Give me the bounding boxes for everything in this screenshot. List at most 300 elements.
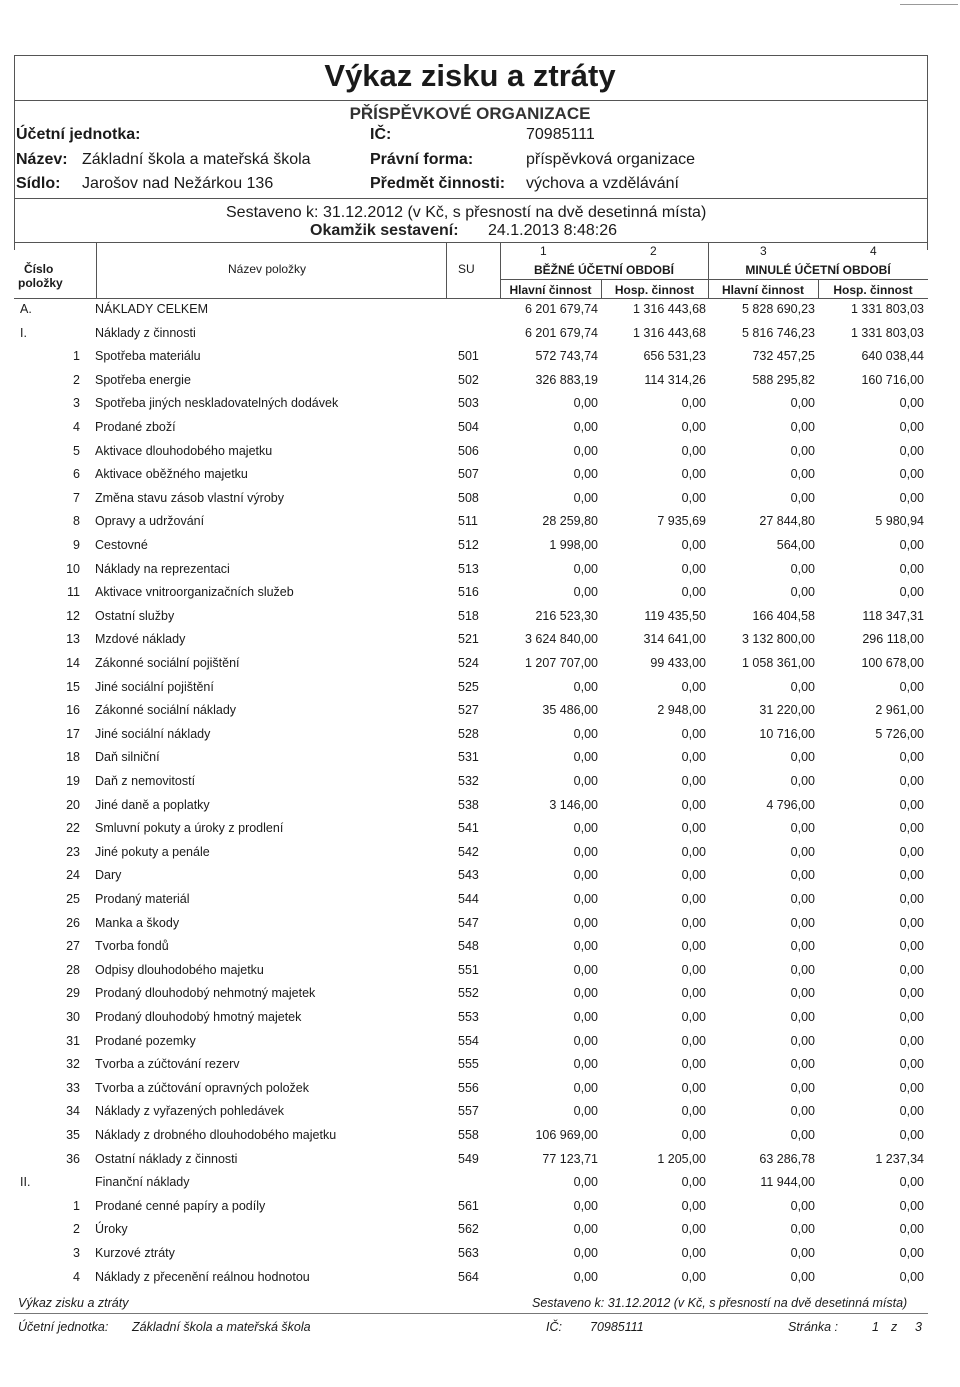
row-bezne-hlavni: 0,00 — [573, 1175, 598, 1190]
table-row — [0, 326, 940, 349]
row-bezne-hlavni: 0,00 — [573, 561, 598, 576]
row-bezne-hosp: 0,00 — [681, 1080, 706, 1095]
row-su: 551 — [458, 962, 479, 977]
table-row — [0, 491, 940, 514]
sidlo-value: Jarošov nad Nežárkou 136 — [82, 175, 274, 192]
row-su: 562 — [458, 1222, 479, 1237]
row-name: Náklady na reprezentaci — [95, 561, 230, 576]
row-bezne-hosp: 0,00 — [681, 1033, 706, 1048]
row-name: Tvorba a zúčtování rezerv — [95, 1057, 240, 1072]
row-minule-hosp: 2 961,00 — [875, 703, 924, 718]
row-name: Náklady z přecenění reálnou hodnotou — [95, 1269, 310, 1284]
row-bezne-hosp: 0,00 — [681, 1246, 706, 1260]
row-bezne-hlavni: 0,00 — [573, 1080, 598, 1095]
footer-line — [14, 1313, 928, 1314]
row-name: Jiné sociální náklady — [95, 726, 211, 741]
row-bezne-hlavni: 0,00 — [573, 1269, 598, 1284]
row-bezne-hlavni: 3 624 840,00 — [525, 632, 598, 647]
sestaveno-text: Sestaveno k: 31.12.2012 (v Kč, s přesností na dvě desetinná místa) — [226, 204, 707, 221]
row-su: 503 — [458, 396, 479, 411]
header-sep-2 — [446, 242, 447, 298]
row-bezne-hosp: 0,00 — [681, 443, 706, 458]
row-minule-hlavni: 0,00 — [790, 1080, 815, 1095]
row-minule-hosp: 0,00 — [899, 561, 924, 576]
row-number: 18 — [66, 750, 80, 765]
sidlo-label: Sídlo: — [16, 175, 61, 192]
row-name: Úroky — [95, 1222, 128, 1237]
row-number: 11 — [67, 585, 80, 600]
row-section-code: I. — [20, 325, 27, 340]
row-name: Finanční náklady — [95, 1175, 190, 1190]
row-number: 9 — [73, 538, 80, 552]
row-minule-hosp: 296 118,00 — [862, 632, 924, 647]
row-bezne-hlavni: 1 207 707,00 — [525, 656, 598, 670]
table-row — [0, 1104, 940, 1127]
okamzik-label: Okamžik sestavení: — [310, 222, 459, 239]
row-number: 32 — [66, 1057, 80, 1072]
row-number: 24 — [66, 868, 80, 883]
row-bezne-hlavni: 0,00 — [573, 726, 598, 741]
row-minule-hlavni: 0,00 — [790, 585, 815, 600]
row-number: 3 — [73, 1246, 80, 1260]
row-minule-hlavni: 732 457,25 — [752, 349, 815, 364]
row-su: 555 — [458, 1057, 479, 1072]
row-minule-hlavni: 0,00 — [790, 774, 815, 788]
row-number: 16 — [66, 703, 80, 718]
row-bezne-hosp: 0,00 — [681, 750, 706, 765]
row-minule-hosp: 0,00 — [899, 679, 924, 694]
header-polozky: položky — [18, 276, 63, 290]
row-name: Dary — [95, 868, 122, 883]
row-su: 563 — [458, 1246, 479, 1260]
table-row — [0, 538, 940, 561]
row-name: Tvorba a zúčtování opravných položek — [95, 1080, 310, 1095]
row-bezne-hosp: 0,00 — [681, 774, 706, 788]
table-row — [0, 845, 940, 868]
table-row — [0, 916, 940, 939]
row-su: 508 — [458, 490, 479, 505]
row-name: Odpisy dlouhodobého majetku — [95, 962, 264, 977]
row-bezne-hosp: 7 935,69 — [657, 514, 706, 529]
row-bezne-hlavni: 0,00 — [573, 1246, 598, 1260]
row-minule-hosp: 0,00 — [899, 750, 924, 765]
row-bezne-hlavni: 0,00 — [573, 1222, 598, 1237]
row-bezne-hlavni: 0,00 — [573, 490, 598, 505]
row-minule-hosp: 0,00 — [899, 467, 924, 482]
row-bezne-hlavni: 0,00 — [573, 939, 598, 954]
row-bezne-hlavni: 1 998,00 — [549, 538, 598, 552]
row-bezne-hosp: 0,00 — [681, 1269, 706, 1284]
table-row — [0, 1057, 940, 1080]
row-number: 12 — [66, 608, 80, 623]
row-bezne-hlavni: 0,00 — [573, 1010, 598, 1024]
row-minule-hlavni: 0,00 — [790, 892, 815, 906]
row-minule-hlavni: 63 286,78 — [759, 1151, 815, 1166]
footer-ic-value: 70985111 — [590, 1320, 644, 1334]
row-number: 2 — [73, 1222, 80, 1237]
table-row — [0, 609, 940, 632]
table-row — [0, 1010, 940, 1033]
header-minule: MINULÉ ÚČETNÍ OBDOBÍ — [745, 263, 891, 277]
row-name: Jiné sociální pojištění — [95, 679, 214, 694]
ic-label: IČ: — [370, 126, 392, 143]
row-name: Kurzové ztráty — [95, 1246, 175, 1260]
table-row — [0, 868, 940, 891]
row-bezne-hlavni: 0,00 — [573, 1104, 598, 1119]
row-minule-hosp: 5 980,94 — [875, 514, 924, 529]
row-number: 33 — [66, 1080, 80, 1095]
row-name: Ostatní náklady z činnosti — [95, 1151, 238, 1166]
row-number: 28 — [66, 962, 80, 977]
row-section-code: A. — [20, 302, 32, 316]
row-number: 31 — [66, 1033, 80, 1048]
row-minule-hosp: 0,00 — [899, 1246, 924, 1260]
ic-value: 70985111 — [526, 126, 595, 143]
row-name: Jiné pokuty a penále — [95, 844, 210, 859]
row-bezne-hlavni: 0,00 — [573, 962, 598, 977]
row-bezne-hlavni: 35 486,00 — [542, 703, 598, 718]
row-bezne-hlavni: 0,00 — [573, 892, 598, 906]
row-minule-hosp: 0,00 — [899, 1010, 924, 1024]
table-row — [0, 632, 940, 655]
row-bezne-hlavni: 6 201 679,74 — [525, 302, 598, 316]
row-number: 6 — [73, 467, 80, 482]
row-minule-hosp: 0,00 — [899, 892, 924, 906]
row-su: 542 — [458, 844, 479, 859]
row-name: Prodaný materiál — [95, 892, 190, 906]
row-bezne-hosp: 0,00 — [681, 1057, 706, 1072]
row-minule-hosp: 0,00 — [899, 986, 924, 1001]
info-divider — [14, 198, 928, 199]
row-bezne-hosp: 114 314,26 — [644, 372, 706, 387]
row-bezne-hosp: 0,00 — [681, 1175, 706, 1190]
row-minule-hosp: 100 678,00 — [861, 656, 924, 670]
row-number: 27 — [66, 939, 80, 954]
row-number: 23 — [66, 844, 80, 859]
header-su: SU — [458, 262, 475, 276]
row-bezne-hlavni: 0,00 — [573, 585, 598, 600]
okamzik-value: 24.1.2013 8:48:26 — [488, 222, 618, 239]
row-bezne-hlavni: 28 259,80 — [542, 514, 598, 529]
table-row — [0, 1270, 940, 1293]
row-number: 26 — [66, 915, 80, 930]
row-number: 36 — [66, 1151, 80, 1166]
table-row — [0, 656, 940, 679]
row-minule-hlavni: 27 844,80 — [759, 514, 815, 529]
table-row — [0, 963, 940, 986]
row-number: 22 — [66, 821, 80, 836]
footer-page-total: 3 — [915, 1320, 922, 1334]
row-minule-hlavni: 11 944,00 — [760, 1175, 815, 1190]
row-number: 8 — [73, 514, 80, 529]
table-row — [0, 774, 940, 797]
row-name: Manka a škody — [95, 915, 180, 930]
row-name: NÁKLADY CELKEM — [95, 302, 209, 316]
row-bezne-hlavni: 0,00 — [573, 1057, 598, 1072]
row-bezne-hosp: 0,00 — [681, 396, 706, 411]
row-su: 548 — [458, 939, 479, 954]
predmet-label: Předmět činnosti: — [370, 175, 506, 192]
row-minule-hlavni: 5 816 746,23 — [742, 325, 815, 340]
row-name: Smluvní pokuty a úroky z prodlení — [95, 821, 284, 836]
row-minule-hlavni: 0,00 — [790, 868, 815, 883]
row-su: 561 — [458, 1198, 479, 1213]
table-row — [0, 1034, 940, 1057]
ucetni-jednotka-label: Účetní jednotka: — [16, 126, 141, 143]
row-bezne-hosp: 119 435,50 — [644, 608, 706, 623]
row-su: 507 — [458, 467, 479, 482]
row-bezne-hlavni: 106 969,00 — [535, 1128, 598, 1142]
table-row — [0, 892, 940, 915]
row-name: Daň z nemovitostí — [95, 774, 196, 788]
row-minule-hlavni: 0,00 — [790, 821, 815, 836]
row-bezne-hosp: 0,00 — [681, 420, 706, 434]
row-bezne-hosp: 0,00 — [681, 892, 706, 906]
row-bezne-hlavni: 6 201 679,74 — [525, 325, 598, 340]
row-minule-hosp: 1 331 803,03 — [851, 325, 924, 340]
header-hlavni-1: Hlavní činnost — [509, 283, 592, 297]
row-name: Aktivace vnitroorganizačních služeb — [95, 585, 294, 600]
row-number: 19 — [66, 774, 80, 788]
row-bezne-hlavni: 0,00 — [573, 467, 598, 482]
row-minule-hosp: 160 716,00 — [861, 372, 924, 387]
row-bezne-hosp: 0,00 — [681, 962, 706, 977]
row-bezne-hosp: 1 316 443,68 — [633, 325, 706, 340]
row-su: 553 — [458, 1010, 479, 1024]
row-minule-hlavni: 0,00 — [790, 750, 815, 765]
row-minule-hosp: 0,00 — [899, 774, 924, 788]
row-minule-hlavni: 564,00 — [776, 538, 815, 552]
row-minule-hosp: 0,00 — [899, 821, 924, 836]
row-minule-hosp: 0,00 — [899, 1269, 924, 1284]
table-row — [0, 750, 940, 773]
row-minule-hosp: 1 237,34 — [875, 1151, 924, 1166]
row-minule-hlavni: 0,00 — [790, 467, 815, 482]
row-minule-hosp: 0,00 — [899, 1080, 924, 1095]
row-bezne-hosp: 0,00 — [681, 490, 706, 505]
row-bezne-hosp: 0,00 — [681, 561, 706, 576]
row-number: 13 — [66, 632, 80, 647]
row-name: Náklady z činnosti — [95, 325, 196, 340]
row-su: 552 — [458, 986, 479, 1001]
row-number: 34 — [66, 1104, 80, 1119]
row-minule-hlavni: 0,00 — [790, 561, 815, 576]
table-row — [0, 349, 940, 372]
table-row — [0, 1081, 940, 1104]
row-minule-hlavni: 0,00 — [790, 986, 815, 1001]
row-name: Opravy a udržování — [95, 514, 205, 529]
row-minule-hosp: 0,00 — [899, 844, 924, 859]
table-row — [0, 1246, 940, 1269]
row-name: Náklady z vyřazených pohledávek — [95, 1104, 284, 1119]
row-minule-hosp: 0,00 — [899, 1128, 924, 1142]
row-su: 538 — [458, 797, 479, 812]
header-sep-1 — [96, 242, 97, 298]
row-su: 506 — [458, 443, 479, 458]
row-name: Tvorba fondů — [95, 939, 169, 954]
row-name: Prodané pozemky — [95, 1033, 196, 1048]
row-minule-hosp: 0,00 — [899, 1033, 924, 1048]
footer-page-label: Stránka : — [788, 1320, 839, 1334]
row-minule-hlavni: 0,00 — [790, 1222, 815, 1237]
table-row — [0, 396, 940, 419]
row-minule-hlavni: 0,00 — [790, 1104, 815, 1119]
row-su: 544 — [458, 892, 479, 906]
row-minule-hosp: 0,00 — [899, 1057, 924, 1072]
nazev-label: Název: — [16, 151, 68, 168]
footer-page-current: 1 — [872, 1320, 879, 1334]
row-name: Mzdové náklady — [95, 632, 186, 647]
table-header-bottom — [14, 298, 928, 299]
row-su: 528 — [458, 726, 479, 741]
scan-mark — [900, 4, 958, 5]
row-minule-hosp: 1 331 803,03 — [851, 302, 924, 316]
row-bezne-hosp: 0,00 — [681, 939, 706, 954]
row-minule-hlavni: 0,00 — [790, 915, 815, 930]
pravni-forma-value: příspěvková organizace — [526, 151, 695, 168]
row-number: 35 — [66, 1128, 80, 1142]
col-num-1: 1 — [540, 244, 547, 258]
row-name: Ostatní služby — [95, 608, 175, 623]
row-minule-hlavni: 0,00 — [790, 1010, 815, 1024]
row-number: 14 — [66, 656, 80, 670]
row-name: Prodaný dlouhodobý nehmotný majetek — [95, 986, 316, 1001]
row-minule-hlavni: 3 132 800,00 — [742, 632, 815, 647]
row-minule-hlavni: 1 058 361,00 — [742, 656, 815, 670]
row-minule-hlavni: 0,00 — [790, 490, 815, 505]
row-bezne-hosp: 656 531,23 — [643, 349, 706, 364]
row-bezne-hlavni: 0,00 — [573, 396, 598, 411]
row-bezne-hosp: 0,00 — [681, 821, 706, 836]
col-num-2: 2 — [650, 244, 657, 258]
row-bezne-hosp: 0,00 — [681, 986, 706, 1001]
row-bezne-hlavni: 0,00 — [573, 915, 598, 930]
row-minule-hosp: 0,00 — [899, 1104, 924, 1119]
row-bezne-hlavni: 0,00 — [573, 1198, 598, 1213]
predmet-value: výchova a vzdělávání — [526, 175, 679, 192]
row-su: 516 — [458, 585, 479, 600]
row-bezne-hosp: 0,00 — [681, 726, 706, 741]
row-section-code: II. — [20, 1175, 31, 1190]
row-minule-hlavni: 166 404,58 — [752, 608, 815, 623]
table-row — [0, 680, 940, 703]
row-minule-hlavni: 0,00 — [790, 939, 815, 954]
col-num-3: 3 — [760, 244, 767, 258]
col-num-4: 4 — [870, 244, 877, 258]
row-minule-hlavni: 0,00 — [790, 962, 815, 977]
nazev-value: Základní škola a mateřská škola — [82, 151, 311, 168]
row-su: 512 — [458, 538, 479, 552]
table-row — [0, 302, 940, 325]
table-row — [0, 444, 940, 467]
row-name: Jiné daně a poplatky — [95, 797, 210, 812]
table-row — [0, 727, 940, 750]
row-bezne-hosp: 314 641,00 — [643, 632, 706, 647]
row-name: Cestovné — [95, 538, 148, 552]
row-minule-hlavni: 0,00 — [790, 679, 815, 694]
table-row — [0, 703, 940, 726]
table-row — [0, 467, 940, 490]
row-minule-hosp: 0,00 — [899, 1222, 924, 1237]
row-minule-hlavni: 0,00 — [790, 1033, 815, 1048]
row-minule-hlavni: 0,00 — [790, 1057, 815, 1072]
row-bezne-hlavni: 0,00 — [573, 750, 598, 765]
row-number: 17 — [66, 726, 80, 741]
row-su: 531 — [458, 750, 479, 765]
header-bezne: BĚŽNÉ ÚČETNÍ OBDOBÍ — [533, 263, 674, 277]
row-bezne-hosp: 2 948,00 — [657, 703, 706, 718]
footer-unit-value: Základní škola a mateřská škola — [132, 1320, 311, 1334]
row-su: 525 — [458, 679, 479, 694]
row-bezne-hosp: 99 433,00 — [650, 656, 706, 670]
row-minule-hlavni: 0,00 — [790, 420, 815, 434]
row-name: Spotřeba jiných neskladovatelných dodávek — [95, 396, 339, 411]
table-row — [0, 585, 940, 608]
row-bezne-hosp: 0,00 — [681, 467, 706, 482]
row-bezne-hosp: 0,00 — [681, 915, 706, 930]
header-nazev-polozky: Název položky — [228, 262, 307, 276]
row-minule-hlavni: 0,00 — [790, 396, 815, 411]
table-row — [0, 1199, 940, 1222]
table-row — [0, 1222, 940, 1245]
row-number: 1 — [73, 1198, 80, 1213]
row-bezne-hosp: 0,00 — [681, 844, 706, 859]
row-minule-hosp: 0,00 — [899, 396, 924, 411]
row-number: 25 — [66, 892, 80, 906]
row-su: 524 — [458, 656, 479, 670]
row-minule-hlavni: 5 828 690,23 — [742, 302, 815, 316]
row-minule-hlavni: 0,00 — [790, 1246, 815, 1260]
table-row — [0, 420, 940, 443]
row-number: 1 — [73, 349, 80, 364]
row-number: 20 — [66, 797, 80, 812]
row-minule-hlavni: 10 716,00 — [759, 726, 815, 741]
row-minule-hlavni: 4 796,00 — [766, 797, 815, 812]
row-su: 521 — [458, 632, 479, 647]
row-number: 4 — [73, 1269, 80, 1284]
row-su: 543 — [458, 868, 479, 883]
row-minule-hlavni: 588 295,82 — [752, 372, 815, 387]
row-bezne-hosp: 0,00 — [681, 1104, 706, 1119]
row-su: 564 — [458, 1269, 479, 1284]
top-border — [14, 55, 928, 56]
row-minule-hosp: 0,00 — [899, 585, 924, 600]
row-bezne-hosp: 0,00 — [681, 797, 706, 812]
row-name: Spotřeba energie — [95, 372, 191, 387]
row-bezne-hosp: 1 316 443,68 — [633, 302, 706, 316]
row-su: 513 — [458, 561, 479, 576]
row-number: 7 — [73, 490, 80, 505]
row-bezne-hlavni: 0,00 — [573, 844, 598, 859]
footer-unit-label: Účetní jednotka: — [18, 1320, 109, 1334]
row-bezne-hlavni: 77 123,71 — [542, 1151, 598, 1166]
row-number: 2 — [73, 372, 80, 387]
row-su: 549 — [458, 1151, 479, 1166]
row-name: Aktivace oběžného majetku — [95, 467, 248, 482]
row-bezne-hosp: 0,00 — [681, 868, 706, 883]
row-su: 554 — [458, 1033, 479, 1048]
row-number: 30 — [66, 1010, 80, 1024]
row-bezne-hosp: 0,00 — [681, 1010, 706, 1024]
footer-report-name: Výkaz zisku a ztráty — [18, 1296, 129, 1310]
row-minule-hosp: 0,00 — [899, 939, 924, 954]
row-su: 527 — [458, 703, 479, 718]
row-minule-hosp: 0,00 — [899, 797, 924, 812]
table-row — [0, 939, 940, 962]
table-row — [0, 1128, 940, 1151]
row-number: 5 — [73, 443, 80, 458]
row-name: Prodané zboží — [95, 420, 176, 434]
